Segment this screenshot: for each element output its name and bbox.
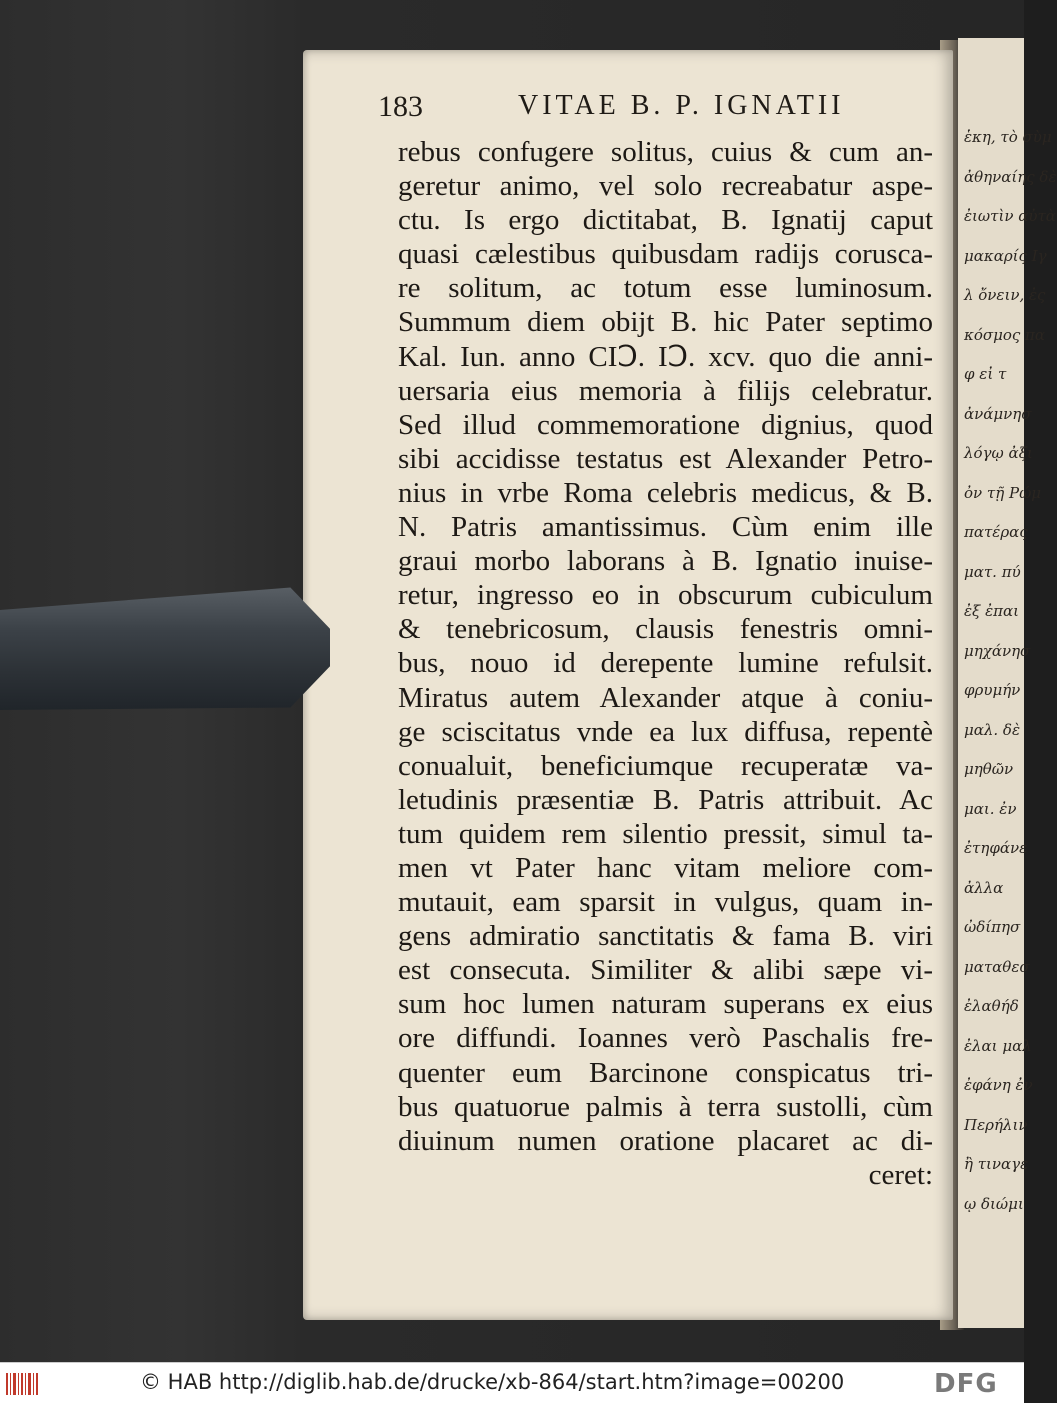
facing-page-line: ἐξ ἐπαι	[964, 602, 1019, 620]
text-line: uersaria eius memoria à filijs celebratur.	[398, 374, 933, 407]
facing-page-line: Περήλιν	[964, 1115, 1028, 1134]
dfg-logo: DFG	[934, 1369, 998, 1399]
facing-page-line: ματαθεσ	[964, 957, 1030, 976]
text-line: quasi cælestibus quibusdam radijs corusca-	[398, 238, 933, 271]
facing-page-line: μηχάνησ	[964, 641, 1031, 660]
text-line: bus quatuorue palmis à terra sustolli, cùm	[398, 1090, 933, 1123]
facing-page-line: ἀλλα	[964, 878, 1004, 897]
text-line: ge sciscitatus vnde ea lux diffusa, repentè	[398, 715, 933, 748]
text-line: nius in vrbe Roma celebris medicus, & B.	[398, 476, 933, 509]
facing-page-line: ὀν τῇ Ρώμ	[964, 483, 1042, 502]
text-line: tum quidem rem silentio pressit, simul ta-	[398, 817, 933, 850]
facing-page-line: μαλ. δὲ	[964, 720, 1021, 739]
text-line: sibi accidisse testatus est Alexander Petro-	[398, 442, 933, 475]
text-line: bus, nouo id derepente lumine refulsit.	[398, 647, 933, 680]
facing-page-line: ἐφάνη ἐν	[964, 1076, 1033, 1094]
facing-page-line: ἑκη, τὸ σὺμ	[964, 128, 1052, 146]
facing-page-line: ῳ διώμι	[964, 1194, 1024, 1213]
text-line: gens admiratio sanctitatis & fama B. viri	[398, 920, 933, 953]
text-line: sum hoc lumen naturam superans ex eius	[398, 988, 933, 1021]
facing-page-line: ἀθηναίης δὲ	[964, 167, 1057, 186]
facing-page-line: λ ὄνειν, ἐς	[964, 286, 1046, 304]
folio-number: 183	[378, 90, 423, 123]
text-line: Summum diem obijt B. hic Pater septimo	[398, 306, 933, 339]
text-line: Miratus autem Alexander atque à coniu-	[398, 681, 933, 714]
text-line: ctu. Is ergo dictitabat, B. Ignatij caput	[398, 204, 933, 237]
facing-page-line: μαι. ἐν	[964, 799, 1017, 818]
facing-page-line: κόσμος πα	[964, 325, 1046, 344]
text-line: diuinum numen oratione placaret ac di-	[398, 1124, 933, 1157]
facing-page-line: ἐλαι μαλ	[964, 1036, 1032, 1055]
running-head: VITAE B. P. IGNATII	[518, 90, 845, 121]
facing-page-line: ὠδίπησ	[964, 918, 1021, 936]
facing-page-line: ἐλαθήδ	[964, 997, 1019, 1015]
text-line: conualuit, beneficiumque recuperatæ va-	[398, 749, 933, 782]
text-line: men vt Pater hanc vitam meliore com-	[398, 851, 933, 884]
text-line: mutauit, eam sparsit in vulgus, quam in-	[398, 886, 933, 919]
text-line: & tenebricosum, clausis fenestris omni-	[398, 613, 933, 646]
barcode-icon	[6, 1373, 40, 1395]
main-text-block	[398, 135, 933, 1192]
text-line: est consecuta. Similiter & alibi sæpe vi-	[398, 954, 933, 987]
text-line: Sed illud commemoratione dignius, quod	[398, 408, 933, 441]
footer-bar	[0, 1362, 1024, 1403]
facing-page-line: ἢ τιναγε	[964, 1155, 1029, 1173]
text-line: rebus confugere solitus, cuius & cum an-	[398, 136, 933, 168]
facing-page-line: μηθῶν	[964, 760, 1014, 778]
text-line: graui morbo laborans à B. Ignatio inuise-	[398, 545, 933, 578]
facing-page-line: ἐτηφάνε	[964, 839, 1028, 857]
text-line: ceret:	[868, 1158, 933, 1191]
text-line: re solitum, ac totum esse luminosum.	[398, 272, 933, 305]
page-header	[378, 90, 848, 130]
facing-page-line: φρυμήν	[964, 681, 1021, 699]
facing-page-line: ἀνάμνησ	[964, 404, 1032, 423]
facing-page-line: ματ. πύ	[964, 562, 1021, 581]
text-line: geretur animo, vel solo recreabatur aspe-	[398, 170, 933, 203]
facing-page-line: λόγῳ ἀξι	[964, 444, 1033, 462]
facing-page-line: φ εἰ τ	[964, 365, 1007, 383]
text-line: retur, ingresso eo in obscurum cubiculum	[398, 579, 933, 612]
text-line: ore diffundi. Ioannes verò Paschalis fre-	[398, 1022, 933, 1055]
facing-page-line: μακαρίς Ιγ	[964, 246, 1047, 265]
text-line: N. Patris amantissimus. Cùm enim ille	[398, 511, 933, 544]
facing-page-line: πατέρας	[964, 523, 1028, 541]
footer-credit-link[interactable]: © HAB http://diglib.hab.de/drucke/xb-864/start.htm?image=00200	[140, 1370, 845, 1394]
facing-page	[958, 38, 1057, 1328]
text-line: Kal. Iun. anno CIↃ. IↃ. xcv. quo die anni-	[398, 340, 933, 373]
facing-page-line: ἐιωτὶν αὐτὰ	[964, 207, 1056, 225]
text-line: quenter eum Barcinone conspicatus tri-	[398, 1056, 933, 1089]
text-line: letudinis præsentiæ B. Patris attribuit. Ac	[398, 783, 933, 816]
